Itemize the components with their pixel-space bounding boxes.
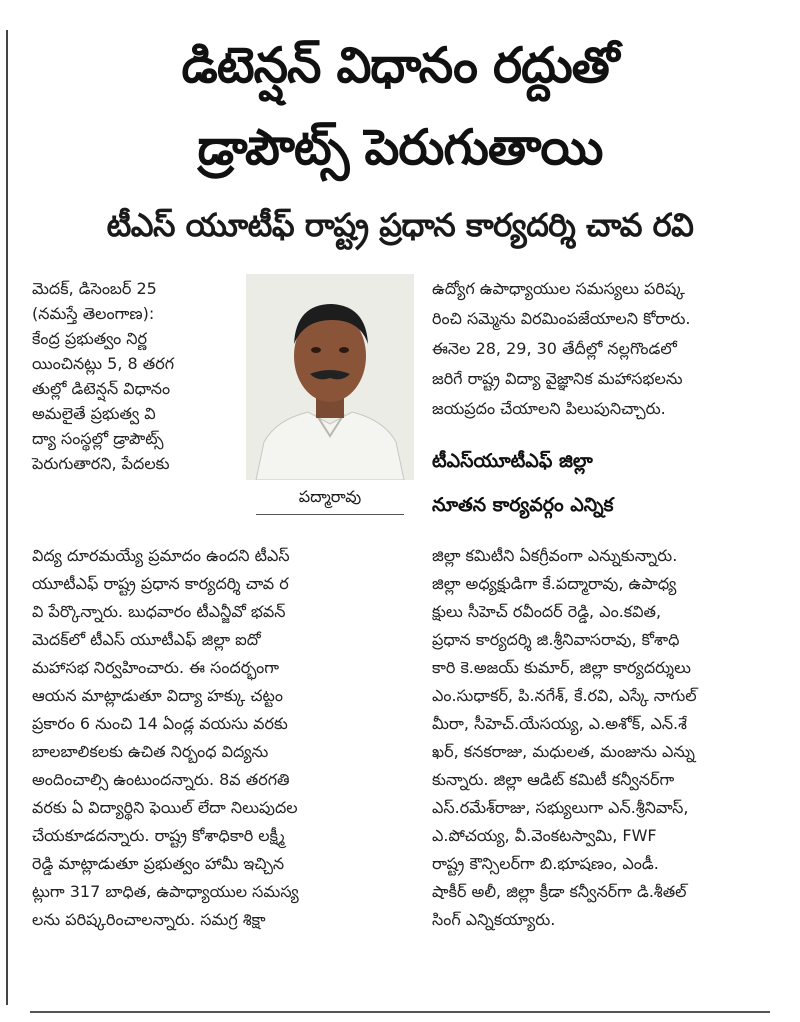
portrait-illustration — [246, 274, 414, 480]
body-line: ఎస్.రమేశ్‌రాజు, సభ్యులుగా ఎన్.శ్రీనివాస్, — [432, 798, 689, 817]
section-heading-line-2: నూతన కార్యవర్గం ఎన్నిక — [432, 494, 614, 516]
body-line: ఎ.పోచయ్య, వీ.వెంకటస్వామి, FWF — [432, 826, 657, 845]
portrait-photo — [246, 274, 414, 480]
left-border-rule — [6, 30, 8, 1005]
headline-line-2: డ్రాపౌట్స్ పెరుగుతాయి — [197, 119, 603, 176]
body-line: వి పేర్కొన్నారు. బుధవారం టీఎన్జీవో భవన్ — [32, 602, 286, 621]
body-line: ప్రకారం 6 నుంచి 14 ఏండ్ల వయసు వరకు — [32, 714, 288, 733]
body-line: మహాసభ నిర్వహించారు. ఈ సందర్భంగా — [32, 658, 279, 677]
body-line: జరిగే రాష్ట్ర విద్యా వైజ్ఞానిక మహాసభలను — [432, 369, 683, 388]
caption-underline — [256, 514, 404, 515]
subheadline: టీఎస్ యూటీఫ్ రాష్ట్ర ప్రధాన కార్యదర్శి చావ రవి — [106, 206, 694, 244]
body-line: ద్యా సంస్థల్లో డ్రాపౌట్స్ — [32, 429, 164, 448]
body-line: జిల్లా కమిటీని ఏకగ్రీవంగా ఎన్నుకున్నారు. — [432, 546, 678, 565]
bottom-border-rule — [30, 1011, 770, 1013]
body-line: సింగ్ ఎన్నికయ్యారు. — [432, 910, 556, 929]
body-line: ప్రధాన కార్యదర్శి జి.శ్రీనివాసరావు, కోశాధి — [432, 630, 680, 649]
body-line: యూటీఎఫ్ రాష్ట్ర ప్రధాన కార్యదర్శి చావ ర — [32, 574, 289, 593]
body-line: అమలైతే ప్రభుత్వ వి — [32, 404, 156, 423]
body-line: రెడ్డి మాట్లాడుతూ ప్రభుత్వం హామీ ఇచ్చిన — [32, 854, 285, 873]
body-line: లను పరిష్కరించాలన్నారు. సమగ్ర శిక్షా — [32, 910, 266, 929]
headline-line-1: డిటెన్షన్ విధానం రద్దుతో — [181, 37, 619, 94]
body-line: జిల్లా అధ్యక్షుడిగా కే.పద్మారావు, ఉపాధ్య — [432, 574, 677, 593]
body-line: మెదక్‌లో టీఎస్ యూటీఎఫ్ జిల్లా ఐదో — [32, 630, 261, 649]
body-line: వరకు ఏ విద్యార్థిని ఫెయిల్ లేదా నిలుపుదల — [32, 798, 298, 817]
body-line: (నమస్తే తెలంగాణ): — [32, 304, 155, 323]
photo-caption: పద్మారావు — [298, 487, 362, 506]
body-line: రాష్ట్ర కౌన్సిలర్‌గా బి.భూషణం, ఎండీ. — [432, 854, 659, 873]
body-line: అందించాల్సి ఉంటుందన్నారు. 8వ తరగతి — [32, 770, 290, 789]
body-line: మెదక్, డిసెంబర్ 25 — [32, 279, 157, 298]
body-line: బాలబాలికలకు ఉచిత నిర్బంధ విద్యను — [32, 742, 269, 761]
body-line: షాకీర్ అలీ, జిల్లా క్రీడా కన్వీనర్‌గా డి.శీతల్ — [432, 882, 687, 901]
body-line: ట్లుగా 317 బాధిత, ఉపాధ్యాయుల సమస్య — [32, 882, 299, 901]
body-line: క్షులు సీహెచ్ రవీందర్ రెడ్డి, ఎం.కవిత, — [432, 602, 662, 621]
body-line: చేయకూడదన్నారు. రాష్ట్ర కోశాధికారి లక్ష్మీ — [32, 826, 285, 845]
body-line: కున్నారు. జిల్లా ఆడిట్ కమిటీ కన్వీనర్‌గా — [432, 770, 675, 789]
body-line: రించి సమ్మెను విరమింపజేయాలని కోరారు. — [432, 309, 691, 328]
body-line: ఈనెల 28, 29, 30 తేదీల్లో నల్లగొండలో — [432, 339, 677, 358]
body-line: జయప్రదం చేయాలని పిలుపునిచ్చారు. — [432, 399, 666, 418]
body-line: ఆయన మాట్లాడుతూ విద్యా హక్కు చట్టం — [32, 686, 283, 705]
body-line: ఖర్, కనకరాజు, మధులత, మంజును ఎన్ను — [432, 742, 695, 761]
body-line: తుల్లో డిటెన్షన్ విధానం — [32, 379, 171, 398]
body-line: ఎం.సుధాకర్, పి.నగేశ్, కే.రవి, ఎస్కే నాగుల్ — [432, 686, 697, 705]
body-line: పెరుగుతారని, పేదలకు — [32, 454, 170, 473]
body-line: కారి కె.అజయ్ కుమార్, జిల్లా కార్యదర్శులు — [432, 658, 691, 677]
body-line: కేంద్ర ప్రభుత్వం నిర్ణ — [32, 329, 148, 348]
body-line: మీరా, సీహెచ్.యేసయ్య, ఎ.అశోక్, ఎన్.శే — [432, 714, 687, 733]
body-line: యించినట్లు 5, 8 తరగ — [32, 354, 175, 373]
body-line: విద్య దూరమయ్యే ప్రమాదం ఉందని టీఎస్ — [32, 546, 290, 565]
section-heading-line-1: టీఎస్‌యూటీఎఫ్ జిల్లా — [432, 450, 593, 472]
body-line: ఉద్యోగ ఉపాధ్యాయుల సమస్యలు పరిష్క — [432, 279, 685, 298]
